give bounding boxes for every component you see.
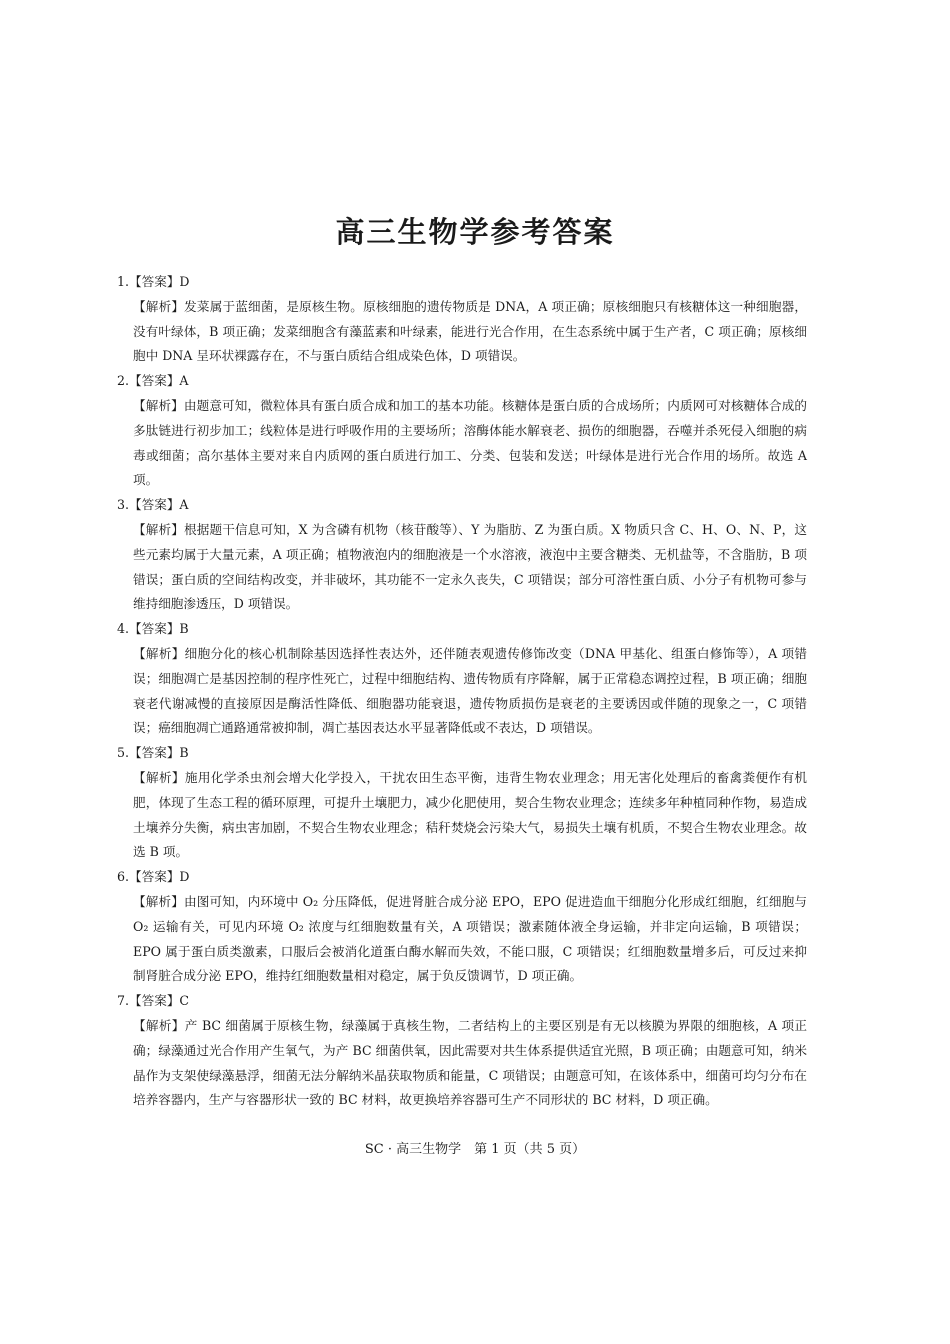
answer-prefix: 【答案】 xyxy=(129,621,180,637)
analysis-paragraph xyxy=(133,1014,807,1113)
question-number: 1. xyxy=(117,274,130,289)
analysis-paragraph xyxy=(133,295,807,369)
analysis-paragraph xyxy=(133,890,807,989)
analysis-prefix: 【解析】 xyxy=(133,298,185,314)
question-item-1 xyxy=(117,270,807,369)
analysis-text: 产 BC 细菌属于原核生物，绿藻属于真核生物，二者结构上的主要区别是有无以核膜为界限的细胞核，A 项正确；绿藻通过光合作用产生氧气，为产 BC 细菌供氧，因此需要对共生体系提供适宜光照，B 项正确；由题意可知，纳米晶作为支架使绿藻悬浮，细菌无法分解纳米晶获取物质和能量，C 项错误；由题意可知，在该体系中，细菌可均匀分布在培养容器内，生产与容器形状一致的 BC 材料，故更换培养容器可生产不同形状的 BC 材料，D 项正确。 xyxy=(133,1017,807,1108)
answer-value: B xyxy=(179,745,189,761)
analysis-paragraph xyxy=(133,766,807,865)
answer-value: A xyxy=(179,373,189,389)
page-title: 高三生物学参考答案 xyxy=(335,215,615,249)
analysis-prefix: 【解析】 xyxy=(133,397,184,413)
question-item-4 xyxy=(117,617,808,741)
analysis-prefix: 【解析】 xyxy=(133,1017,185,1033)
question-item-6 xyxy=(117,865,808,989)
question-number: 6. xyxy=(117,869,130,885)
answer-prefix: 【答案】 xyxy=(129,993,180,1009)
answer-line xyxy=(117,493,807,518)
answer-line xyxy=(117,989,807,1014)
analysis-text: 施用化学杀虫剂会增大化学投入，干扰农田生态平衡，违背生物农业理念；用无害化处理后的畜禽粪便作有机肥，体现了生态工程的循环原理，可提升土壤肥力，减少化肥使用，契合生物农业理念；连续多年种植同种作物，易造成土壤养分失衡，病虫害加剧，不契合生物农业理念；秸秆焚烧会污染大气，易损失土壤有机质，不契合生物农业理念。故选 B 项。 xyxy=(133,769,807,860)
answer-line xyxy=(117,741,807,766)
answer-line xyxy=(117,865,807,890)
question-number: 2. xyxy=(117,373,130,389)
analysis-text: 根据题干信息可知，X 为含磷有机物（核苷酸等）、Y 为脂肪、Z 为蛋白质。X 物质只含 C、H、O、N、P，这些元素均属于大量元素，A 项正确；植物液泡内的细胞液是一个水溶液，液泡中主要含糖类、无机盐等，不含脂肪，B 项错误；蛋白质的空间结构改变，并非破坏，其功能不一定永久丧失，C 项错误；部分可溶性蛋白质、小分子有机物可参与维持细胞渗透压，D 项错误。 xyxy=(133,521,807,612)
question-number: 4. xyxy=(117,621,130,637)
analysis-prefix: 【解析】 xyxy=(133,521,184,537)
answer-value: B xyxy=(179,621,189,637)
answer-prefix: 【答案】 xyxy=(129,373,180,389)
question-number: 3. xyxy=(117,497,130,513)
question-item-7 xyxy=(117,989,807,1113)
analysis-text: 由题意可知，微粒体具有蛋白质合成和加工的基本功能。核糖体是蛋白质的合成场所；内质网可对核糖体合成的多肽链进行初步加工；线粒体是进行呼吸作用的主要场所；溶酶体能水解衰老、损伤的细胞器，吞噬并杀死侵入细胞的病毒或细菌；高尔基体主要对来自内质网的蛋白质进行加工、分类、包装和发送；叶绿体是进行光合作用的场所。故选 A 项。 xyxy=(133,397,808,488)
answer-line xyxy=(117,617,807,642)
analysis-paragraph xyxy=(133,642,807,741)
page-footer: SC · 高三生物学 第 1 页（共 5 页） xyxy=(364,1142,586,1157)
answer-prefix: 【答案】 xyxy=(129,869,180,885)
analysis-paragraph xyxy=(133,394,807,493)
question-item-3 xyxy=(117,493,807,617)
question-item-5 xyxy=(117,741,807,865)
analysis-paragraph xyxy=(133,518,807,617)
answer-value: D xyxy=(179,274,190,289)
answer-value: D xyxy=(179,869,190,885)
answer-prefix: 【答案】 xyxy=(129,274,180,289)
analysis-prefix: 【解析】 xyxy=(133,645,185,661)
answer-value: A xyxy=(179,497,189,513)
analysis-text: 细胞分化的核心机制除基因选择性表达外，还伴随表观遗传修饰改变（DNA 甲基化、组蛋白修饰等），A 项错误；细胞凋亡是基因控制的程序性死亡，过程中细胞结构、遗传物质有序降解，属于正常稳态调控过程，B 项正确；细胞衰老代谢减慢的直接原因是酶活性降低、细胞器功能衰退，遗传物质损伤是衰老的主要诱因或伴随的现象之一，C 项错误；癌细胞凋亡通路通常被抑制，凋亡基因表达水平显著降低或不表达，D 项错误。 xyxy=(133,645,808,736)
answer-line xyxy=(117,270,807,295)
question-item-2 xyxy=(117,369,808,493)
answer-prefix: 【答案】 xyxy=(129,497,180,513)
question-number: 7. xyxy=(117,993,130,1009)
analysis-prefix: 【解析】 xyxy=(133,893,184,909)
analysis-prefix: 【解析】 xyxy=(133,769,185,785)
answer-line xyxy=(117,369,807,394)
answer-prefix: 【答案】 xyxy=(129,745,180,761)
analysis-text: 由图可知，内环境中 O₂ 分压降低，促进肾脏合成分泌 EPO，EPO 促进造血干细胞分化形成红细胞，红细胞与 O₂ 运输有关，可见内环境 O₂ 浓度与红细胞数量有关，A 项错误；激素随体液全身运输，并非定向运输，B 项错误；EPO 属于蛋白质类激素，口服后会被消化道蛋白酶水解而失效，不能口服，C 项错误；红细胞数量增多后，可反过来抑制肾脏合成分泌 EPO，维持红细胞数量相对稳定，属于负反馈调节，D 项正确。 xyxy=(133,893,808,984)
analysis-text: 发菜属于蓝细菌，是原核生物。原核细胞的遗传物质是 DNA，A 项正确；原核细胞只有核糖体这一种细胞器，没有叶绿体，B 项正确；发菜细胞含有藻蓝素和叶绿素，能进行光合作用，在生态系统中属于生产者，C 项正确；原核细胞中 DNA 呈环状裸露存在，不与蛋白质结合组成染色体，D 项错误。 xyxy=(133,298,807,364)
answer-list xyxy=(117,270,808,1113)
answer-value: C xyxy=(179,993,190,1009)
question-number: 5. xyxy=(117,745,130,761)
